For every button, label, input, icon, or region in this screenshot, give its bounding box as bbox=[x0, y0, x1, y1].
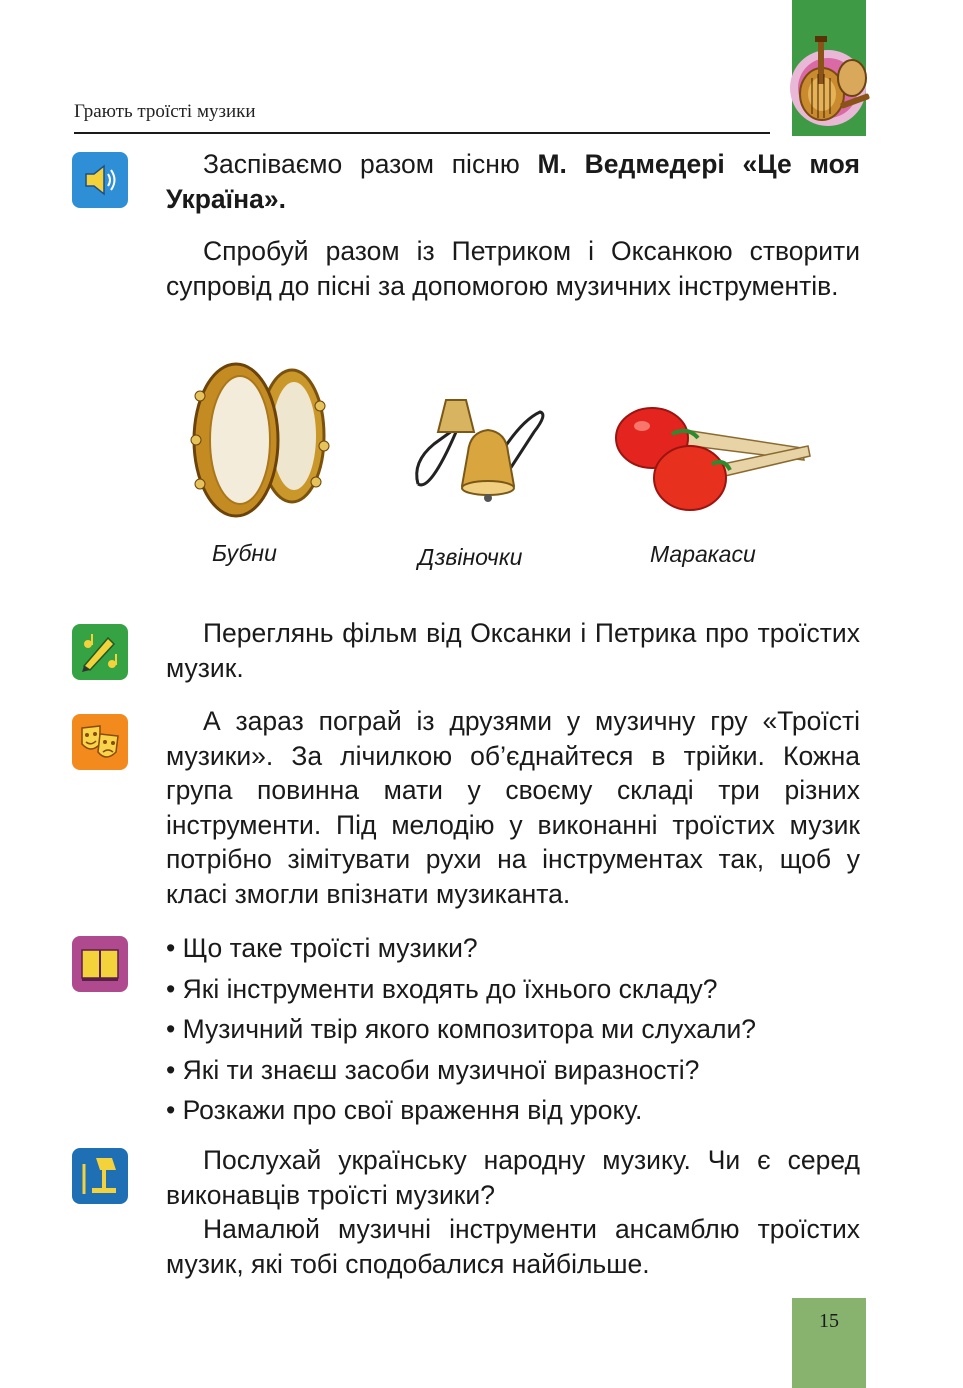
theater-masks-icon bbox=[78, 720, 122, 764]
sing-paragraph bbox=[166, 147, 860, 216]
film-icon-box bbox=[72, 624, 128, 680]
listen-speaker-icon-box bbox=[72, 152, 128, 208]
running-header: Грають троїсті музики bbox=[74, 101, 256, 122]
question-item: • Розкажи про свої враження від уроку. bbox=[166, 1090, 756, 1131]
game-paragraph: А зараз пограй із друзями у музичну гру «Троїсті музики». За лічилкою об’єднайтеся в трійки. Кожна група повинна мати у своєму складі три різних інструменти. Під мелодію у виконанні троїстих музик потрібно зімітувати рухи на інструментах так, щоб у класі змогли впізнати музиканта. bbox=[166, 706, 860, 909]
question-item: • Музичний твір якого композитора ми слухали? bbox=[166, 1009, 756, 1050]
speaker-icon bbox=[78, 158, 122, 202]
caption-bells: Дзвіночки bbox=[418, 544, 523, 570]
bells-image bbox=[408, 392, 554, 520]
tambourine-image bbox=[186, 356, 334, 520]
bandura-emblem-icon bbox=[782, 30, 874, 130]
song-title: М. Ведмедері «Це моя Україна». bbox=[166, 149, 860, 214]
caption-maracas: Маракаси bbox=[650, 541, 756, 567]
sing-text: Заспіваємо разом пісню bbox=[203, 149, 538, 179]
accompany-paragraph: Спробуй разом із Петриком і Оксанкою створити супровід до пісні за допомогою музичних інструментів. bbox=[166, 236, 860, 301]
questions-list bbox=[166, 928, 756, 1131]
maracas-image bbox=[612, 398, 816, 516]
music-pencil-icon bbox=[78, 630, 122, 674]
game-icon-box bbox=[72, 714, 128, 770]
home-icon-box bbox=[72, 1148, 128, 1204]
question-item: • Які ти знаєш засоби музичної виразності? bbox=[166, 1050, 756, 1091]
draw-paragraph: Намалюй музичні інструменти ансамблю троїстих музик, які тобі сподобалися найбільше. bbox=[166, 1214, 860, 1279]
question-item: • Які інструменти входять до їхнього складу? bbox=[166, 969, 756, 1010]
caption-tambourines: Бубни bbox=[212, 540, 277, 566]
header-rule bbox=[74, 132, 770, 134]
book-icon bbox=[78, 942, 122, 986]
questions-icon-box bbox=[72, 936, 128, 992]
question-item: • Що таке троїсті музики? bbox=[166, 928, 756, 969]
page-number-tab bbox=[792, 1298, 866, 1388]
listen-folk-paragraph: Послухай українську народну музику. Чи є серед виконавців троїсті музики? bbox=[166, 1145, 860, 1210]
page-number: 15 bbox=[819, 1310, 839, 1332]
film-paragraph: Переглянь фільм від Оксанки і Петрика про троїстих музик. bbox=[166, 618, 860, 683]
desk-lamp-icon bbox=[78, 1154, 122, 1198]
